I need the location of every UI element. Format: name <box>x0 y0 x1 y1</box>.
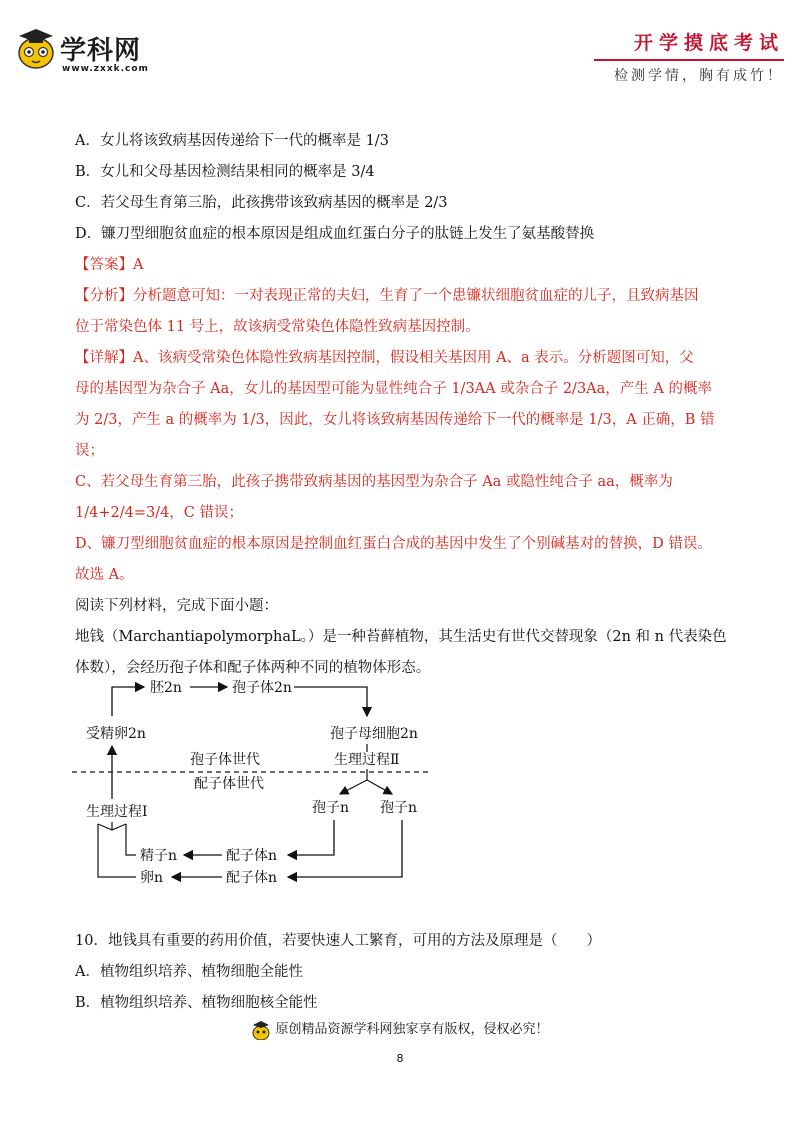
option-d: D．镰刀型细胞贫血症的根本原因是组成血红蛋白分子的肽链上发生了氨基酸替换 <box>75 226 595 242</box>
label-sporophyte: 孢子体2n <box>232 680 292 696</box>
line-egg-to-process1 <box>98 824 136 877</box>
answer-value: A <box>133 257 144 273</box>
question-10-option-b[interactable]: B．植物组织培养、植物细胞核全能性 <box>75 995 318 1011</box>
life-cycle-diagram <box>72 676 432 896</box>
question-10 <box>75 926 601 1019</box>
slogan-divider <box>594 59 784 61</box>
material-line-2: 体数），会经历孢子体和配子体两种不同的植物体形态。 <box>75 660 431 676</box>
analysis-line-2: 位于常染色体 11 号上，故该病受常染色体隐性致病基因控制。 <box>75 319 480 335</box>
document-body <box>75 126 727 684</box>
detail-line-5: C、若父母生育第三胎，此孩子携带致病基因的基因型为杂合子 Aa 或隐性纯合子 aa，概率为 <box>75 474 673 490</box>
detail-line-3: 为 2/3，产生 a 的概率为 1/3，因此，女儿将该致病基因传递给下一代的概率是 1/3，A 正确，B 错 <box>75 412 715 428</box>
label-gametophyte-generation: 配子体世代 <box>194 776 264 792</box>
label-embryo: 胚2n <box>150 680 182 696</box>
logo-url: www.zxxk.com <box>62 64 149 74</box>
option-b: B．女儿和父母基因检测结果相同的概率是 3/4 <box>75 164 375 180</box>
copyright-text: 原创精品资源学科网独家享有版权，侵权必究！ <box>275 1022 549 1037</box>
arrow-zygote-to-embryo <box>112 687 144 716</box>
detail-line-2: 母的基因型为杂合子 Aa，女儿的基因型可能为显性纯合子 1/3AA 或杂合子 2/3Aa，产生 A 的概率 <box>75 381 712 397</box>
question-10-stem: 10．地钱具有重要的药用价值，若要快速人工繁育，可用的方法及原理是（ ） <box>75 933 601 949</box>
mascot-icon <box>16 26 56 70</box>
label-gametophyte-top: 配子体n <box>226 848 278 864</box>
material-line-1: 地钱（MarchantiapolymorphaL。）是一种苔藓植物，其生活史有世代交替现象（2n 和 n 代表染色 <box>75 629 727 645</box>
answer-line <box>75 250 715 281</box>
mascot-icon <box>251 1020 271 1040</box>
label-gametophyte-bottom: 配子体n <box>226 870 278 886</box>
site-logo[interactable] <box>16 26 166 82</box>
detail-line-8: 故选 A。 <box>75 567 134 583</box>
detail-line-4: 误； <box>75 443 104 459</box>
arrow-to-spore-left <box>340 780 367 794</box>
arrow-spore-right-to-gametophyte <box>288 820 402 877</box>
detail-line-7: D、镰刀型细胞贫血症的根本原因是控制血红蛋白合成的基因中发生了个别碱基对的替换，D 错误。 <box>75 536 712 552</box>
detail-line-6: 1/4+2/4=3/4，C 错误； <box>75 505 244 521</box>
label-zygote: 受精卵2n <box>86 726 146 742</box>
arrow-spore-left-to-gametophyte <box>288 820 334 855</box>
detail-text-1: A、该病受常染色体隐性致病基因控制，假设相关基因用 A、a 表示。分析题图可知，父 <box>133 350 694 366</box>
page-number: 8 <box>396 1052 404 1065</box>
option-c: C．若父母生育第三胎，此孩携带该致病基因的概率是 2/3 <box>75 195 448 211</box>
option-a: A．女儿将该致病基因传递给下一代的概率是 1/3 <box>75 133 389 149</box>
footer-copyright <box>0 1018 800 1040</box>
label-spore-right: 孢子n <box>380 800 418 816</box>
header-slogan <box>594 28 784 85</box>
slogan-sub: 检测学情，胸有成竹！ <box>614 68 784 84</box>
material-intro: 阅读下列材料，完成下面小题： <box>75 598 278 614</box>
slogan-main: 开学摸底考试 <box>633 32 784 54</box>
label-spore-mother: 孢子母细胞2n <box>330 726 418 742</box>
label-egg: 卵n <box>140 870 164 886</box>
label-spore-left: 孢子n <box>312 800 350 816</box>
logo-title: 学科网 <box>60 36 142 66</box>
detail-tag: 【详解】 <box>75 350 133 366</box>
label-sperm: 精子n <box>140 848 178 864</box>
question-10-option-a[interactable]: A．植物组织培养、植物细胞全能性 <box>75 964 303 980</box>
analysis-tag: 【分析】 <box>75 288 133 304</box>
label-process-2: 生理过程Ⅱ <box>334 752 400 768</box>
arrow-to-spore-right <box>367 780 392 794</box>
line-sperm-to-process1 <box>126 824 136 855</box>
label-sporophyte-generation: 孢子体世代 <box>190 752 260 768</box>
arrow-sporophyte-to-mother <box>294 687 367 716</box>
life-cycle-svg <box>72 676 432 896</box>
label-process-1: 生理过程Ⅰ <box>86 804 148 820</box>
analysis-line-1 <box>75 281 715 312</box>
detail-line-1 <box>75 343 715 374</box>
analysis-text-1: 分析题意可知：一对表现正常的夫妇，生育了一个患镰状细胞贫血症的儿子，且致病基因 <box>133 288 699 304</box>
answer-tag: 【答案】 <box>75 257 133 273</box>
